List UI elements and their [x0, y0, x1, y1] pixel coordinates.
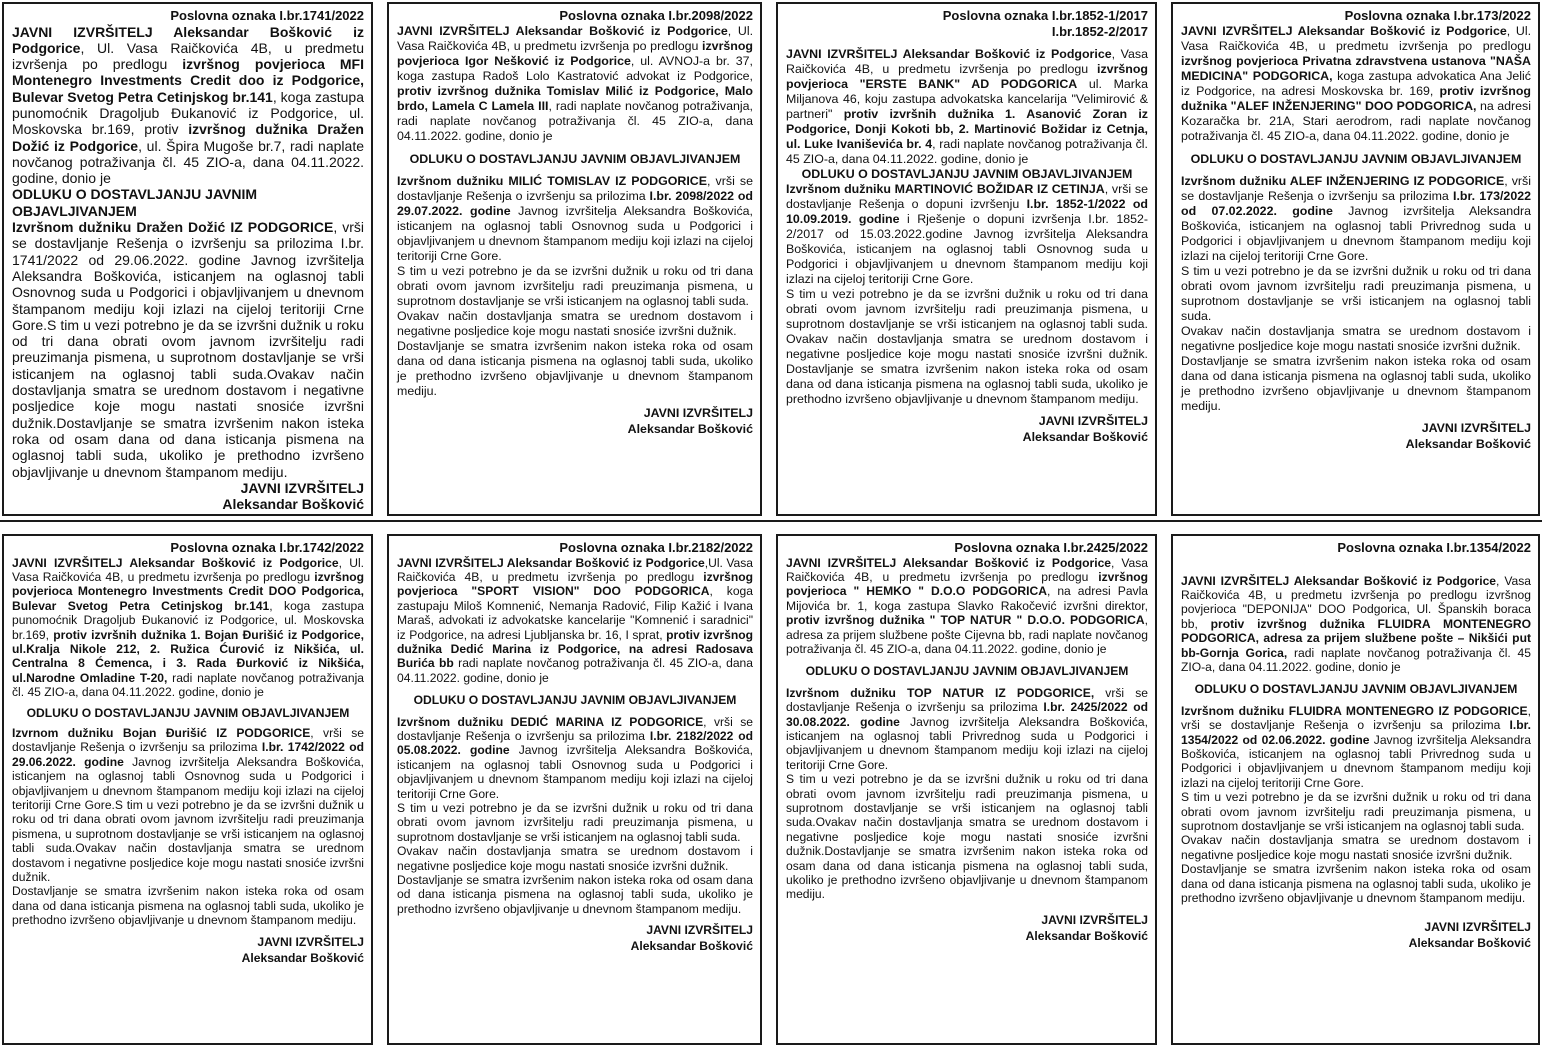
- signature-name: Aleksandar Bošković: [1405, 436, 1531, 451]
- notice-intro: JAVNI IZVRŠITELJ Aleksandar Bošković iz Podgorice, Ul. Vasa Raičkovića 4B, u predmetu izvršenja po predlogu izvršnog povjerioca Montenegro Investments Credit DOO Podgorica, Bulevar Svetog Petra Cetinjskog br.141, koga zastupa punomoćnik Dragoljub Đukanović iz Podgorice, ul. Moskovska br.169, protiv izvršnih dužnika 1. Bojan Đurišić iz Podgorice, ul.Kralja Nikole 212, 2. Ružica Ćurović iz Nikšića, ul. Centralna 8 Ćemenca, i 3. Rada Đurković iz Nikšića, ul.Narodne Omladine T-20, radi naplate novčanog potraživanja čl. 45 ZIO-a, dana 04.11.2022. godine, donio je: [12, 555, 364, 700]
- signature-name: Aleksandar Bošković: [1408, 936, 1531, 951]
- reference-number: Poslovna oznaka I.br.2425/2022: [954, 540, 1148, 555]
- reference-number: Poslovna oznaka I.br.1852-1/2017: [942, 8, 1148, 23]
- reference-number: Poslovna oznaka I.br.1742/2022: [170, 540, 364, 555]
- signature-title: JAVNI IZVRŠITELJ: [1038, 414, 1148, 428]
- notice-body: Izvršnom dužniku DEDIĆ MARINA IZ PODGORICE, vrši se dostavljanje Rešenja o izvršenju sa prilozima I.br. 2182/2022 od 05.08.2022. godine Javnog izvršitelja Aleksandra Boškovića, isticanjem na oglasnoj tabli Osnovnog suda u Podgorici i objavljivanjem u dnevnom štampanom mediju koji izlazi na cijeloj teritoriji Crne Gore. S tim u vezi potrebno je da se izvršni dužnik u roku od tri dana obrati ovom javnom izvršitelju radi preuzimanja pismena, u suprotnom dostavljanje se vrši isticanjem na oglasnoj tabli suda. Ovakav način dostavljanja smatra se urednom dostavom i negativne posljedice koje mogu nastati snosiće izvršni dužnik. Dostavljanje se smatra izvršenim nakon isteka roka od osam dana od dana isticanja pismena na oglasnoj tabli suda, ukoliko je prethodno izvršeno objavljivanje u dnevnom štampanom mediju.: [397, 714, 753, 916]
- signature-title: JAVNI IZVRŠITELJ: [1421, 420, 1531, 435]
- signature: [12, 480, 364, 512]
- signature-title: JAVNI IZVRŠITELJ: [646, 923, 753, 938]
- decision-title: ODLUKU O DOSTAVLJANJU JAVNIM OBJAVLJIVANJEM: [26, 705, 350, 720]
- decision-title: ODLUKU O DOSTAVLJANJU JAVNIM OBJAVLJIVANJEM: [801, 167, 1133, 181]
- reference-number: Poslovna oznaka I.br.1354/2022: [1337, 540, 1531, 555]
- reference-number: Poslovna oznaka I.br.173/2022: [1344, 8, 1531, 23]
- signature-title: JAVNI IZVRŠITELJ: [643, 405, 753, 420]
- notice-body: Izvršnom dužniku MARTINOVIĆ BOŽIDAR IZ CETINJA, vrši se dostavljanje Rešenja o dopuni izvršenju I.br. 1852-1/2022 od 10.09.2019. godine i Rješenje o dopuni izvršenja I.br. 1852-2/2017 od 15.03.2022.godine Javnog izvršitelja Aleksandra Boškovića, isticanjem na oglasnoj tabli Osnovnog suda u Podgorici i objavljivanjem u dnevnom štampanom mediju koji izlazi na cijeloj teritoriji Crne Gore. S tim u vezi potrebno je da se izvršni dužnik u roku od tri dana obrati ovom javnom izvršitelju radi preuzimanja pismena, u suprotnom dostavljanje se vrši isticanjem na oglasnoj tabli suda. Ovakav način dostavljanja smatra se urednom dostavom i negativne posljedice koje mogu nastati snosiće izvršni dužnik. Dostavljanje se smatra izvršenim nakon isteka roka od osam dana od dana isticanja pismena na oglasnoj tabli suda, ukoliko je prethodno izvršeno objavljivanje u dnevnom štampanom mediju.: [786, 182, 1149, 406]
- signature-title: JAVNI IZVRŠITELJ: [1424, 920, 1531, 935]
- notice-intro: JAVNI IZVRŠITELJ Aleksandar Bošković iz Podgorice, Ul. Vasa Raičkovića 4B, u predmetu izvršenja po predlogu izvršnog povjerioca Privatna zdravstvena ustanova "NAŠA MEDICINA" PODGORICA, koga zastupa advokatica Ana Jelić iz Podgorice, na adresi Moskovska br. 169, protiv izvršnog dužnika "ALEF INŽENJERING" DOO PODGORICA, na adresi Kozaračka br. 21A, Stari aerodrom, radi naplate novčanog potraživanja čl. 45 ZIO-a, dana 04.11.2022. godine, donio je: [1181, 23, 1532, 143]
- signature: [397, 405, 753, 437]
- signature-name: Aleksandar Bošković: [627, 421, 753, 436]
- notice-intro: JAVNI IZVRŠITELJ Aleksandar Bošković iz Podgorice, Vasa Raičkovića 4B, u predmetu izvršenja po predlogu izvršnog povjerioca "ERSTE BANK" AD PODGORICA ul. Marka Miljanova 46, koju zastupa advokatska kancelarija "Velimirović & partneri" protiv izvršnih dužnika 1. Asanović Zoran iz Podgorice, Donji Kokoti bb, 2. Martinović Božidar iz Cetnja, ul. Luke Ivaniševića br. 4, radi naplate novčanog potraživanja čl. 45 ZIO-a, dana 04.11.2022. godine, donio je: [786, 47, 1149, 166]
- signature: [397, 922, 753, 954]
- notice-intro: JAVNI IZVRŠITELJ Aleksandar Bošković iz Podgorice, Ul. Vasa Raičkovića 4B, u predmetu izvršenja po predlogu izvršnog povjerioca MFI Montenegro Investments Credit doo iz Podgorice, Bulevar Svetog Petra Cetinjskog br.141, koga zastupa punomoćnik Dragoljub Đukanović iz Podgorice, ul. Moskovska br.169, protiv izvršnog dužnika Dražen Dožić iz Podgorice, ul. Špira Mugoše br.7, radi naplate novčanog potraživanja čl. 45 ZIO-a, dana 04.11.2022. godine, donio je: [12, 23, 364, 187]
- decision-title: ODLUKU O DOSTAVLJANJU JAVNIM OBJAVLJIVANJEM: [1194, 682, 1518, 697]
- decision-title: ODLUKU O DOSTAVLJANJU JAVNIM OBJAVLJIVANJEM: [409, 151, 741, 166]
- signature: [786, 413, 1148, 445]
- notice-1741: [2, 2, 373, 516]
- notice-intro: JAVNI IZVRŠITELJ Aleksandar Bošković iz Podgorice, Vasa Raičkovića 4B, u predmetu izvršenja po predlogu izvršnog povjerioca "DEPONIJA" DOO Podgorica, Ul. Španskih boraca bb, protiv izvršnog dužnika FLUIDRA MONTENEGRO PODGORICA, adresa za prijem službene pošte – Nikšići put bb-Gornja Gorica, radi naplate novčanog potraživanja čl. 45 ZIO-a, dana 04.11.2022. godine, donio je: [1181, 573, 1531, 674]
- notice-body: Izvršnom dužniku Dražen Dožić IZ PODGORICE, vrši se dostavljanje Rešenja o izvršenju sa prilozima I.br. 1741/2022 od 29.06.2022. godine Javnog izvršitelja Aleksandra Boškovića, isticanjem na oglasnoj tabli Osnovnog suda u Podgorici i objavljivanjem u dnevnom štampanom mediju koji izlazi na cijeloj teritoriji Crne Gore.S tim u vezi potrebno je da se izvršni dužnik u roku od tri dana obrati ovom javnom izvršitelju radi preuzimanja pismena, u suprotnom dostavljanje se vrši isticanjem na oglasnoj tabli suda.Ovakav način dostavljanja smatra se urednom dostavom i negativne posljedice koje mogu nastati snosiće izvršni dužnik.Dostavljanje se smatra izvršenim nakon isteka roka od osam dana od dana isticanja pismena na oglasnoj tabli suda, ukoliko je prethodno izvršeno objavljivanje u dnevnom štampanom mediju.: [12, 219, 364, 480]
- signature-name: Aleksandar Bošković: [630, 939, 753, 954]
- notice-2098: [387, 2, 762, 516]
- notice-1354: [1171, 534, 1540, 1045]
- signature: [12, 934, 364, 966]
- decision-title: ODLUKU O DOSTAVLJANJU JAVNIM OBJAVLJIVANJEM: [413, 693, 737, 708]
- signature-name: Aleksandar Bošković: [222, 495, 364, 512]
- signature-title: JAVNI IZVRŠITELJ: [257, 934, 364, 949]
- notice-2182: [387, 534, 762, 1045]
- reference-number-2: I.br.1852-2/2017: [1051, 23, 1148, 39]
- notice-body: Izvrnom dužniku Bojan Đurišić IZ PODGORICE, vrši se dostavljanje Rešenja o izvršenju sa prilozima I.br. 1742/2022 od 29.06.2022. godine Javnog izvršitelja Aleksandra Boškovića, isticanjem na oglasnoj tabli Osnovnog suda u Podgorici i objavljivanjem u dnevnom štampanom mediju koji izlazi na cijeloj teritoriji Crne Gore.S tim u vezi potrebno je da se izvršni dužnik u roku od tri dana obrati ovom javnom izvršitelju radi preuzimanja pismena, u suprotnom dostavljanje se vrši isticanjem na oglasnoj tabli suda.Ovakav način dostavljanja smatra se urednom dostavom i negativne posljedice koje mogu nastati snosiće izvršni dužnik. Dostavljanje se smatra izvršenim nakon isteka roka od osam dana od dana isticanja pismena na oglasnoj tabli suda, ukoliko je prethodno izvršeno objavljivanje u dnevnom štampanom mediju.: [12, 725, 364, 928]
- signature-title: JAVNI IZVRŠITELJ: [1041, 912, 1148, 927]
- decision-title: ODLUKU O DOSTAVLJANJU JAVNIM OBJAVLJIVANJEM: [1190, 151, 1522, 166]
- signature-name: Aleksandar Bošković: [241, 950, 364, 965]
- notice-173: [1171, 2, 1540, 516]
- notice-1852: [776, 2, 1157, 516]
- notice-2425: [776, 534, 1157, 1045]
- notice-body: Izvršnom dužniku TOP NATUR IZ PODGORICE, vrši se dostavljanje Rešenja o izvršenju sa prilozima I.br. 2425/2022 od 30.08.2022. godine Javnog izvršitelja Aleksandra Boškovića, isticanjem na oglasnoj tabli Privrednog suda u Podgorici i objavljivanjem u dnevnom štampanom mediju koji izlazi na cijeloj teritoriji Crne Gore. S tim u vezi potrebno je da se izvršni dužnik u roku od tri dana obrati ovom javnom izvršitelju radi preuzimanja pismena, u suprotnom dostavljanje se vrši isticanjem na oglasnoj tabli suda.Ovakav način dostavljanja smatra se urednom dostavom i negativne posljedice koje mogu nastati snosiće izvršni dužnik.Dostavljanje se smatra izvršenim nakon isteka roka od osam dana od dana isticanja pismena na oglasnoj tabli suda, ukoliko je prethodno izvršeno objavljivanje u dnevnom štampanom mediju.: [786, 685, 1148, 902]
- decision-title: ODLUKU O DOSTAVLJANJU JAVNIM OBJAVLJIVANJEM: [805, 664, 1129, 679]
- reference-number: Poslovna oznaka I.br.2098/2022: [559, 8, 753, 23]
- notice-body: Izvršnom dužniku ALEF INŽENJERING IZ PODGORICE, vrši se dostavljanje Rešenja o izvršenju sa prilozima I.br. 173/2022 od 07.02.2022. godine Javnog izvršitelja Aleksandra Boškovića, isticanjem na oglasnoj tabli Privrednog suda u Podgorici i objavljivanjem u dnevnom štampanom mediju koji izlazi na cijeloj teritoriji Crne Gore. S tim u vezi potrebno je da se izvršni dužnik u roku od tri dana obrati ovom javnom izvršitelju radi preuzimanja pismena, u suprotnom dostavljanje se vrši isticanjem na oglasnoj tabli suda. Ovakav način dostavljanja smatra se urednom dostavom i negativne posljedice koje mogu nastati snosiće izvršni dužnik. Dostavljanje se smatra izvršenim nakon isteka roka od osam dana od dana isticanja pismena na oglasnoj tabli suda, ukoliko je prethodno izvršeno objavljivanje u dnevnom štampanom mediju.: [1181, 173, 1532, 413]
- notice-1742: [2, 534, 373, 1045]
- notice-intro: JAVNI IZVRŠITELJ Aleksandar Bošković iz Podgorice, Ul. Vasa Raičkovića 4B, u predmetu izvršenja po predlogu izvršnog povjerioca Igor Nešković iz Podgorice, ul. AVNOJ-a br. 37, koga zastupa Radoš Lolo Kastratović advokat iz Podgorice, protiv izvršnog dužnika Tomislav Milić iz Podgorice, Malo brdo, Lamela C Lamela III, radi naplate novčanog potraživanja, radi naplate novčanog potraživanja čl. 45 ZIO-a, dana 04.11.2022. godine, donio je: [397, 23, 754, 143]
- signature-title: JAVNI IZVRŠITELJ: [240, 479, 364, 496]
- notice-body: Izvršnom dužniku FLUIDRA MONTENEGRO IZ PODGORICE, vrši se dostavljanje Rešenja o izvršenju sa prilozima I.br. 1354/2022 od 02.06.2022. godine Javnog izvršitelja Aleksandra Boškovića, isticanjem na oglasnoj tabli Privrednog suda u Podgorici i objavljivanjem u dnevnom štampanom mediju koji izlazi na cijeloj teritoriji Crne Gore. S tim u vezi potrebno je da se izvršni dužnik u roku od tri dana obrati ovom javnom izvršitelju radi preuzimanja pismena, u suprotnom dostavljanje se vrši isticanjem na oglasnoj tabli suda. Ovakav način dostavljanja smatra se urednom dostavom i negativne posljedice koje mogu nastati snosiće izvršni dužnik. Dostavljanje se smatra izvršenim nakon isteka roka od osam dana od dana isticanja pismena na oglasnoj tabli suda, ukoliko je prethodno izvršeno objavljivanje u dnevnom štampanom mediju.: [1181, 703, 1531, 906]
- signature: [1181, 919, 1531, 951]
- reference-number: Poslovna oznaka I.br.2182/2022: [559, 540, 753, 555]
- row-divider: [0, 520, 1542, 522]
- signature: [786, 912, 1148, 944]
- notice-intro: JAVNI IZVRŠITELJ Aleksandar Bošković iz Podgorice, Vasa Raičkovića 4B, u predmetu izvršenja po predlogu izvršnog povjerioca " HEMKO " D.O.O PODGORICA, na adresi Pavla Mijovića br. 1, koga zastupa Slavko Rakočević izvršni direktor, protiv izvršnog dužnika " TOP NATUR " D.O.O. PODGORICA, adresa za prijem službene pošte Cijevna bb, radi naplate novčanog potraživanja čl. 45 ZIO-a, dana 04.11.2022. godine, donio je: [786, 555, 1149, 656]
- signature: [1181, 420, 1531, 452]
- decision-title: ODLUKU O DOSTAVLJANJU JAVNIM OBJAVLJIVANJEM: [12, 186, 258, 219]
- signature-name: Aleksandar Bošković: [1022, 430, 1148, 444]
- notice-intro: JAVNI IZVRŠITELJ Aleksandar Bošković iz Podgorice,Ul. Vasa Raičkovića 4B, u predmetu izvršenja po predlogu izvršnog povjerioca "SPORT VISION" DOO PODGORICA, koga zastupaju Miloš Komnenić, Nemanja Radović, Filip Kažić i Ivana Maraš, advokati iz advokatske kancelarije "Komnenić i saradnici" iz Podgorice, na adresi Ljubljanska br. 16, I sprat, protiv izvršnog dužnika Dedić Marina iz Podgorice, na adresi Radosava Burića bb radi naplate novčanog potraživanja čl. 45 ZIO-a, dana 04.11.2022. godine, donio je: [397, 555, 754, 685]
- notice-body: Izvršnom dužniku MILIĆ TOMISLAV IZ PODGORICE, vrši se dostavljanje Rešenja o izvršenju sa prilozima I.br. 2098/2022 od 29.07.2022. godine Javnog izvršitelja Aleksandra Boškovića, isticanjem na oglasnoj tabli Osnovnog suda u Podgorici i objavljivanjem u dnevnom štampanom mediju koji izlazi na cijeloj teritoriji Crne Gore. S tim u vezi potrebno je da se izvršni dužnik u roku od tri dana obrati ovom javnom izvršitelju radi preuzimanja pismena, u suprotnom dostavljanje se vrši isticanjem na oglasnoj tabli suda. Ovakav način dostavljanja smatra se urednom dostavom i negativne posljedice koje mogu nastati snosiće izvršni dužnik. Dostavljanje se smatra izvršenim nakon isteka roka od osam dana od dana isticanja pismena na oglasnoj tabli suda, ukoliko je prethodno izvršeno objavljivanje u dnevnom štampanom mediju.: [397, 173, 754, 398]
- signature-name: Aleksandar Bošković: [1025, 928, 1148, 943]
- reference-number: Poslovna oznaka I.br.1741/2022: [170, 8, 364, 23]
